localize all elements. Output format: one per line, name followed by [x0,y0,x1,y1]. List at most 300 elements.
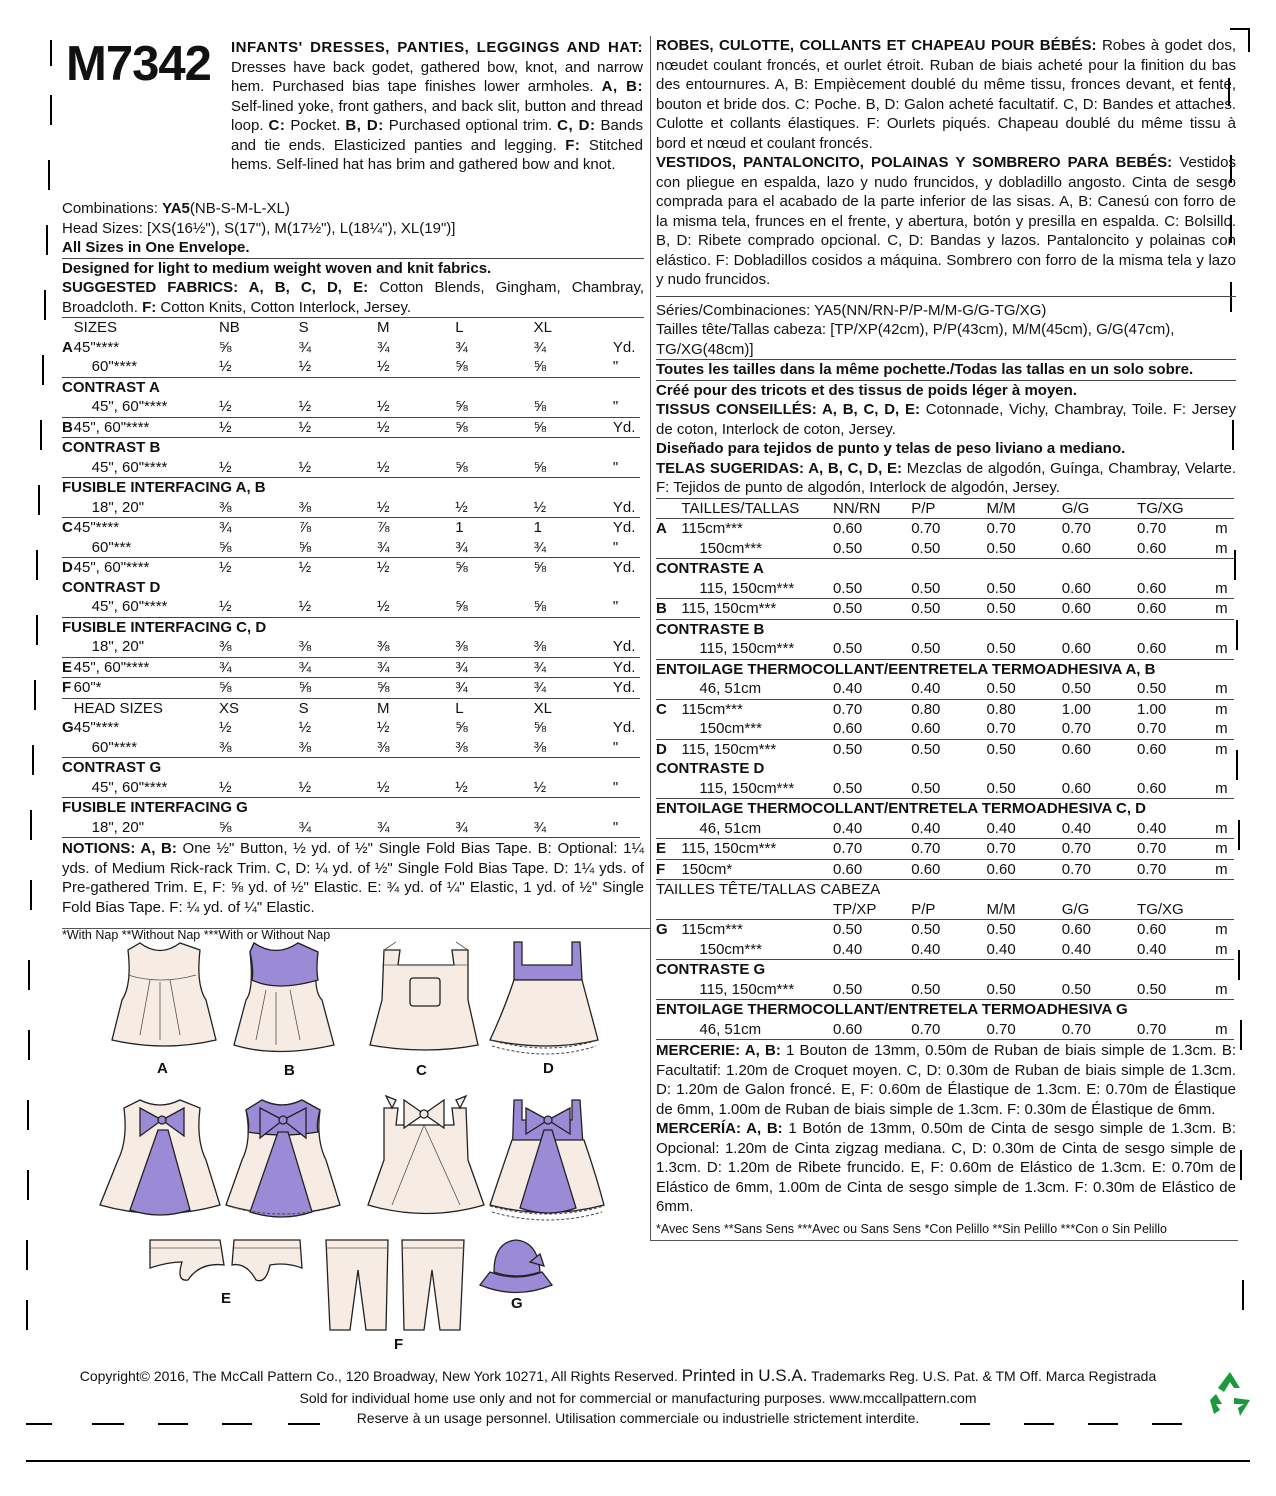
section-heading: FUSIBLE INTERFACING G [62,799,248,816]
size-cell: M [376,319,390,336]
bottom-rule [26,1460,1250,1462]
size-cell: ¾ [299,818,377,838]
section-heading: CONTRASTE D [656,760,765,777]
size-cell: ½ [219,458,299,478]
size-cell: 0.50 [1062,679,1137,699]
row-label: SIZES [73,319,118,336]
size-cell: ⅜ [299,498,377,518]
cut-line [92,1423,124,1425]
size-cell: ⅜ [299,738,377,758]
size-cell: ¾ [534,657,613,678]
size-cell: 1 [455,519,464,536]
view-key: C [656,700,667,718]
size-cell: ⅜ [219,637,299,657]
size-cell: ¾ [455,338,468,356]
section-heading: CONTRASTE A [656,560,764,577]
telas-text: Mezclas de algodón, Guínga, Chambray, Velarte. F: Tejidos de punto de algodón, Interlock de algodón, Jersey. [656,459,1237,496]
size-cell: ½ [377,597,455,617]
unit-cell: m [1215,719,1234,739]
unit-cell: m [1215,539,1234,559]
size-cell: 0.70 [833,700,863,718]
size-cell: ¾ [534,538,613,558]
disenado: Diseñado para tejidos de punto y telas de peso liviano a mediano. [656,440,1126,457]
unit-cell: m [1215,839,1234,860]
all-sizes: All Sizes in One Envelope. [62,238,644,259]
row-label: 45", 60"**** [74,597,219,617]
size-cell: 0.50 [986,921,1016,938]
size-cell: ½ [455,778,533,798]
size-cell: TG/XG [1137,498,1215,519]
row-label: 115, 150cm*** [681,779,833,799]
reserve-line: Reserve à un usage personnel. Utilisation commerciale ou industrielle strictement interdite. [356,1410,920,1426]
view-label-g: G [511,1295,523,1312]
size-cell: 0.50 [833,599,911,620]
size-cell: ⅜ [299,637,377,657]
unit-cell: Yd. [612,519,636,536]
size-cell: ⅝ [455,397,533,417]
designed-for: Designed for light to medium weight woven and knit fabrics. [62,259,492,277]
section-heading: CONTRASTE G [656,961,766,978]
row-label: 60"**** [74,357,219,377]
desc-text: Stitched hems. Self-lined hat has brim and gathered bow and knot. [231,136,644,173]
row-label: 60"**** [74,738,219,758]
tissus-text: Cotonnade, Vichy, Chambray, Toile. F: Jersey de coton, Interlock de coton, Jersey. [656,401,1236,438]
size-cell: 0.60 [833,719,911,739]
size-cell: 0.50 [911,639,986,659]
telas-label: TELAS SUGERIDAS: A, B, C, D, E: [656,459,903,477]
size-cell: ⅝ [534,357,613,377]
cut-line [222,1423,252,1425]
size-cell: 0.50 [986,779,1061,799]
size-cell: ¾ [534,678,613,699]
unit-cell: Yd. [613,637,640,657]
size-cell: 0.40 [833,940,911,960]
size-cell: ⅝ [455,458,533,478]
cut-line [288,1423,320,1425]
size-cell: ¾ [218,519,232,536]
size-cell: 0.70 [1061,520,1091,537]
size-cell: L [455,699,464,717]
size-cell: ½ [377,778,455,798]
size-cell: ½ [219,397,299,417]
view-key: B [62,418,73,436]
row-label: 60"*** [74,538,219,558]
row-label: 115cm*** [681,921,743,938]
pattern-title: INFANTS' DRESSES, PANTIES, LEGGINGS AND HAT: [231,39,643,56]
cut-line [1024,1423,1054,1425]
size-cell: 0.60 [1061,740,1091,758]
row-label: 115, 150cm*** [681,639,833,659]
size-cell: 0.50 [911,579,986,599]
unit-cell: " [613,458,640,478]
size-cell: ½ [298,559,312,576]
spanish-text: Vestidos con pliegue en espalda, lazo y nudo fruncidos, y dobladillo angosto. Cinta de sesgo comprada para el acabado de la parte inferior de las sisas. A, B: Canesú con forro de la misma tela, frunces en el frente, y abertura, botón y presilla en espalda. C: Bolsillo. B, D: Ribete comprado opcional. C, D: Bandas y lazos. Pantaloncito y polainas con elástico. F: Dobladillos cosidos a máquina. Sombrero con forro de la misma tela y lazo y nudo fruncidos. [656,154,1236,288]
size-cell: ⅜ [455,738,533,758]
size-cell: 0.60 [1137,740,1167,758]
section-heading: ENTOILAGE THERMOCOLLANT/EENTRETELA TERMOADHESIVA A, B [656,660,1156,678]
view-label-c: C [416,1062,427,1079]
unit-cell: " [613,818,640,838]
size-cell: ¾ [377,657,455,678]
view-key: F [656,859,681,880]
size-cell: ½ [299,357,377,377]
view-label-f: F [394,1336,404,1353]
size-cell: ⅝ [455,417,533,438]
size-cell: 0.40 [911,819,986,839]
merceria-label: MERCERÍA: A, B: [656,1120,783,1137]
unit-cell: Yd. [613,498,640,518]
head-sizes: Head Sizes: [XS(16½"), S(17"), M(17½"), L(18¼"), XL(19")] [62,219,456,237]
size-cell: 0.70 [1062,719,1137,739]
size-cell: ⅜ [219,738,299,758]
row-label: 46, 51cm [681,1020,833,1040]
view-key: D [656,740,667,758]
size-cell: ½ [377,417,455,438]
size-cell: 0.40 [911,679,986,699]
unit-cell: Yd. [612,719,636,736]
section-heading: CONTRAST B [62,439,161,456]
unit-cell: m [1215,1020,1234,1040]
row-label: 45", 60"**** [74,458,219,478]
size-cell: ½ [219,417,299,438]
size-cell: 0.70 [986,1020,1061,1040]
combinations-sizes: (NB-S-M-L-XL) [189,200,290,217]
notions-label: NOTIONS: A, B: [62,840,177,857]
size-cell: 0.60 [833,1020,911,1040]
view-label-a: A [157,1060,168,1077]
row-label: 45", 60"**** [74,778,219,798]
size-cell: 0.50 [833,740,863,758]
row-label: 45", 60"**** [74,417,219,438]
size-cell: 0.60 [1137,639,1215,659]
spanish-title: VESTIDOS, PANTALONCITO, POLAINAS Y SOMBRERO PARA BEBÉS: [656,154,1173,171]
unit-cell: " [613,738,640,758]
size-cell: 0.50 [833,579,911,599]
row-label: 150cm*** [681,940,833,960]
size-cell: XL [533,319,552,336]
size-cell: ½ [219,597,299,617]
unit-cell: Yd. [613,678,640,699]
row-label: 150cm* [681,859,833,880]
mercerie-text: 1 Bouton de 13mm, 0.50m de Ruban de biais simple de 1.3cm. B: Facultatif: 1.20m de Croquet moyen. C, D: 0.30m de Ruban de biais simple de 1.3cm. D: 1.20m de Galon froncé. E, F: 0.60m de Élastique de 1.3cm. E: 0.70m de Élastique de 6mm, 1.00m de Ruban de biais simple de 1.3cm. F: 0.30m de Élastique de 6mm. [656,1042,1236,1118]
size-cell: 0.70 [833,839,911,860]
view-label-b: B [284,1062,295,1079]
size-cell: ⅝ [455,357,533,377]
size-cell: 0.60 [911,859,986,880]
view-key: B [656,599,681,620]
size-cell: 0.60 [1062,539,1137,559]
combinations-code: YA5 [162,200,190,217]
recycle-icon [1206,1370,1254,1416]
size-cell: 0.60 [1137,579,1215,599]
view-key: E [62,658,73,676]
size-cell: 0.50 [833,639,911,659]
view-key: F [62,678,74,699]
size-cell: ¾ [376,338,390,356]
size-cell: 0.60 [1061,921,1091,938]
row-label: 18", 20" [74,818,219,838]
size-cell: 0.70 [1137,859,1215,880]
unit-cell: m [1215,940,1234,960]
view-c-back [368,1096,484,1214]
size-cell: 0.80 [986,700,1016,718]
size-cell: ½ [299,597,377,617]
unit-cell: m [1215,520,1228,537]
cut-line [960,1423,990,1425]
unit-cell: m [1215,980,1234,1000]
unit-cell: " [613,397,640,417]
series-line: Séries/Combinaciones: YA5(NN/RN-P/P-M/M-G/G-TG/XG) [656,296,1236,321]
size-cell: 0.40 [986,819,1061,839]
row-label: 115, 150cm*** [681,980,833,1000]
size-cell: ½ [218,719,232,736]
section-heading: FUSIBLE INTERFACING C, D [62,618,267,636]
view-key: G [656,921,668,938]
mercerie-label: MERCERIE: A, B: [656,1042,781,1059]
suggested-label: F: [142,298,157,316]
size-cell: 0.50 [986,740,1016,758]
view-a-front [112,943,216,1046]
cut-line [158,1423,188,1425]
size-cell: ¾ [299,657,377,678]
size-cell: ½ [218,559,232,576]
row-label: 45"**** [73,519,120,536]
row-label: 45"**** [73,338,120,356]
cree-pour: Créé pour des tricots et des tissus de poids léger à moyen. [656,381,1077,399]
description-text: Dresses have back godet, gathered bow, knot, and narrow hem. Purchased bias tape finishes lower armholes. [231,58,643,95]
unit-cell: m [1215,859,1234,880]
size-cell: S [298,699,309,717]
size-cell: 0.50 [833,980,911,1000]
unit-cell: " [613,778,640,798]
size-cell: ¾ [219,657,299,678]
size-cell: ⅝ [219,818,299,838]
row-label: 18", 20" [74,637,219,657]
size-cell: ½ [376,719,390,736]
size-cell: 0.60 [1062,579,1137,599]
size-cell: 0.50 [986,539,1061,559]
view-key: G [62,719,74,736]
size-cell: 0.50 [1137,679,1215,699]
size-cell: P/P [911,498,986,519]
size-cell: ⅞ [298,519,312,536]
view-label-e: E [221,1290,232,1307]
cut-line [1152,1423,1182,1425]
size-cell: ½ [299,778,377,798]
size-cell: 0.70 [1062,1020,1137,1040]
size-cell: ⅝ [218,338,232,356]
view-b-front [234,943,334,1052]
view-key: E [656,839,681,860]
printed-in: Printed in U.S.A. [681,1366,808,1385]
size-cell: 0.70 [1137,1020,1215,1040]
size-cell: 0.70 [911,1020,986,1040]
section-heading: ENTOILAGE THERMOCOLLANT/ENTRETELA TERMOADHESIVA G [656,1001,1128,1018]
size-cell: ½ [299,397,377,417]
size-cell: ¾ [298,338,312,356]
size-cell: ¾ [533,338,547,356]
desc-label: C: [268,117,286,134]
size-cell: 0.50 [911,921,941,938]
size-cell: ⅜ [377,637,455,657]
unit-cell: m [1215,579,1234,599]
pochette: Toutes les tailles dans la même pochette./Todas las tallas en un solo sobre. [656,359,1236,381]
english-footnote: *With Nap **Without Nap ***With or Without Nap [62,928,331,942]
size-cell: 0.60 [1137,921,1167,938]
size-cell: ½ [534,498,613,518]
size-cell: 1.00 [1061,700,1091,718]
size-cell: 0.60 [833,520,863,537]
row-label: 115, 150cm*** [681,839,833,860]
size-cell: 0.60 [1062,599,1137,620]
size-cell: 0.50 [911,539,986,559]
view-a-back [100,1100,220,1215]
copyright: Copyright© 2016, The McCall Pattern Co., 120 Broadway, New York 10271, All Rights Reserved. [79,1368,678,1384]
suggested-text: Cotton Knits, Cotton Interlock, Jersey. [160,298,412,316]
row-label: 115, 150cm*** [681,579,833,599]
view-b-back [226,1100,340,1217]
size-cell: 0.70 [1137,839,1215,860]
size-cell: 0.40 [1062,940,1137,960]
size-cell: G/G [1062,498,1137,519]
size-cell: 0.40 [1137,819,1215,839]
row-label: 115, 150cm*** [681,599,833,620]
size-cell: 0.60 [1137,599,1215,620]
view-d-back [490,1100,604,1220]
desc-text: Pocket. [290,117,341,134]
unit-cell: Yd. [613,657,640,678]
view-c-front [370,942,478,1050]
section-heading: FUSIBLE INTERFACING A, B [62,479,266,496]
copyright-line [0,1366,1256,1386]
size-cell: 0.60 [911,719,986,739]
size-cell: 0.70 [986,839,1061,860]
row-label: 45", 60"**** [74,657,219,678]
french-footnote: *Avec Sens **Sans Sens ***Avec ou Sans Sens *Con Pelillo **Sin Pelillo ***Con o Sin Pelillo [656,1221,1167,1236]
size-cell: 0.50 [986,980,1061,1000]
size-cell: NN/RN [833,498,911,519]
tissus-label: TISSUS CONSEILLÉS: A, B, C, D, E: [656,401,920,418]
size-cell: 0.70 [986,719,1061,739]
size-cell: 0.50 [1137,980,1215,1000]
size-cell: 0.70 [911,839,986,860]
size-cell: M [376,699,390,717]
cut-line [26,1423,52,1425]
section-heading: CONTRAST G [62,759,162,776]
size-cell: 0.50 [986,579,1061,599]
size-cell: TP/XP [833,900,911,920]
size-cell: P/P [911,900,986,920]
size-cell: 1.00 [1137,700,1167,718]
size-cell: 0.50 [833,921,863,938]
row-label: 60"* [74,678,219,699]
desc-label: B, D: [345,117,384,134]
suggested-label: SUGGESTED FABRICS: A, B, C, D, E: [62,279,369,296]
unit-cell: m [1215,700,1228,718]
size-cell: ⅝ [533,719,547,736]
size-cell: 0.40 [986,940,1061,960]
combinations-label: Combinations: [62,200,158,217]
size-cell: ⅝ [455,597,533,617]
size-cell: ½ [299,458,377,478]
row-label: 45", 60"**** [73,559,150,576]
size-cell: 0.50 [1062,980,1137,1000]
size-cell: ½ [377,458,455,478]
size-cell: ½ [219,778,299,798]
desc-text: Purchased optional trim. [388,117,553,134]
view-key: D [62,559,73,576]
row-label: 150cm*** [681,539,833,559]
size-cell: ⅝ [534,397,613,417]
size-cell: ½ [376,559,390,576]
row-label: 46, 51cm [681,679,833,699]
size-cell: 0.50 [986,599,1061,620]
tailles-tete: Tailles tête/Tallas cabeza: [TP/XP(42cm), P/P(43cm), M/M(45cm), G/G(47cm), TG/XG(48cm)] [656,321,1175,358]
size-cell: ⅝ [455,559,468,576]
unit-cell: " [613,538,640,558]
view-label-d: D [543,1060,554,1077]
unit-cell: m [1215,679,1234,699]
size-cell: 0.70 [1062,859,1137,880]
size-cell: TG/XG [1137,900,1215,920]
unit-cell: Yd. [613,417,640,438]
row-label: 46, 51cm [681,819,833,839]
size-cell: 0.60 [1137,539,1215,559]
desc-label: A, B: [601,78,643,95]
size-cell: ⅜ [534,738,613,758]
size-cell: XS [218,699,239,717]
unit-cell: " [613,357,640,377]
view-g-hat [480,1240,552,1293]
view-key: A [656,520,667,537]
merceria-text: 1 Botón de 13mm, 0.50m de Cinta de sesgo simple de 1.3cm. B: Opcional: 1.20m de Cinta zigzag mediana. C, D: 0.30m de Cinta de sesgo simple de 1.3cm. D: 1.20m de Ribete fruncido. E, F: 0.60m de Elástico de 1.3cm. E: 0.70m de Elástico de 6mm, 1.00m de Cinta de sesgo simple de 1.3cm. F: 0.30m de Elástico de 6mm. [656,1120,1237,1215]
pattern-number: M7342 [66,37,211,91]
size-cell: ⅝ [533,559,547,576]
trademarks: Trademarks Reg. U.S. Pat. & TM Off. Marca Registrada [811,1368,1157,1384]
size-cell: ⅜ [377,738,455,758]
unit-cell: m [1215,639,1234,659]
size-cell: ⅝ [299,538,377,558]
size-cell: 0.70 [986,520,1016,537]
desc-text: Self-lined yoke, front gathers, and back slit, button and thread loop. [231,97,643,134]
section-heading: CONTRAST A [62,378,160,396]
row-label: 18", 20" [74,498,219,518]
size-cell: 0.50 [911,740,941,758]
row-label: 45"**** [73,719,120,736]
size-cell: 0.50 [986,639,1061,659]
row-label: 45", 60"**** [74,397,219,417]
desc-label: C, D: [557,117,596,134]
size-cell: 0.50 [833,539,911,559]
size-cell: 0.70 [911,520,941,537]
size-cell: 0.70 [1062,839,1137,860]
size-cell: 0.40 [833,679,911,699]
size-cell: 0.50 [833,779,911,799]
size-cell: ⅝ [534,458,613,478]
unit-cell: " [613,597,640,617]
size-cell: ¾ [534,818,613,838]
size-cell: 0.40 [833,819,911,839]
section-heading: TAILLES TÊTE/TALLAS CABEZA [656,881,881,898]
size-cell: ⅜ [219,498,299,518]
row-label: HEAD SIZES [73,699,163,717]
section-heading: CONTRAST D [62,578,161,596]
size-cell: ¾ [455,657,533,678]
view-d-front [490,942,598,1054]
row-label: 115, 150cm*** [681,740,777,758]
desc-text: Bands and tie ends. Elasticized panties and legging. [231,117,643,154]
desc-label: F: [565,136,581,154]
